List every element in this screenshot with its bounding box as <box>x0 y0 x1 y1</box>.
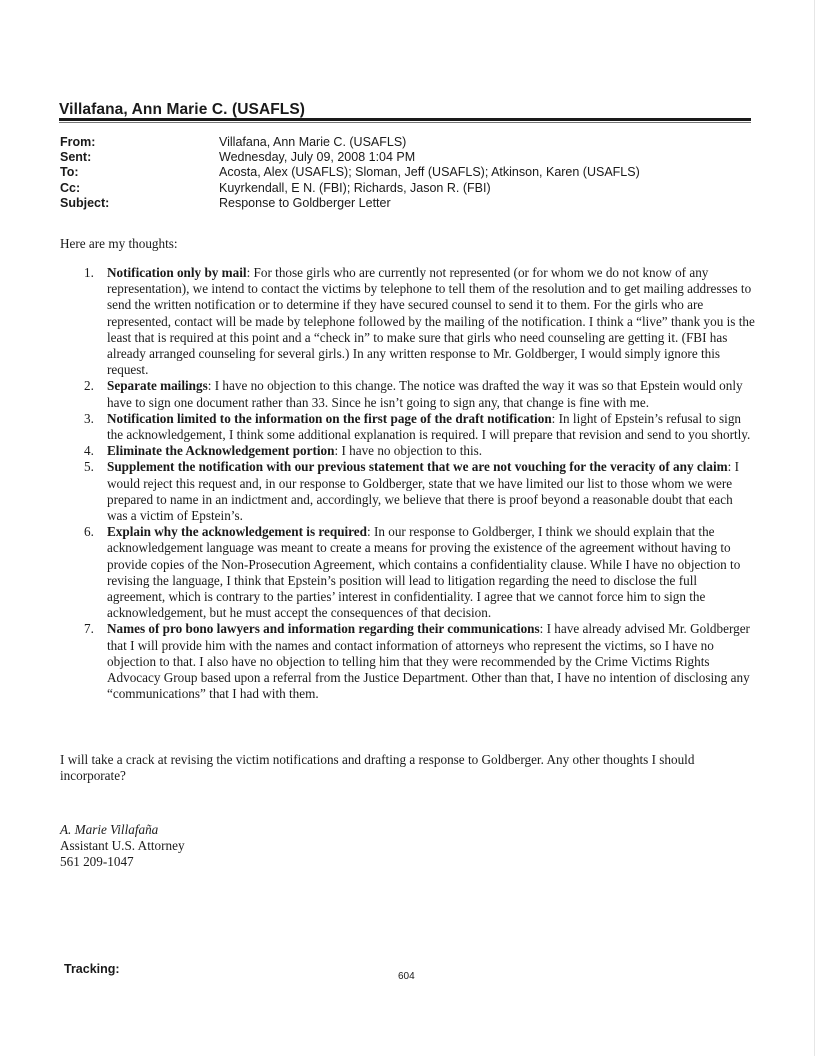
scan-edge-line <box>814 0 815 1056</box>
list-item <box>84 411 756 443</box>
sender-heading: Villafana, Ann Marie C. (USAFLS) <box>59 101 306 118</box>
item-text <box>107 443 756 459</box>
item-body: : In light of Epstein’s refusal to sign the acknowledgement, I think some additional explanation is required. I will prepare that revision and send to you shortly. <box>107 410 751 443</box>
item-body: : I would reject this request and, in our response to Goldberger, state that we have limited our list to those whom we were prepared to name in an indictment and, accordingly, we believe that there is proof beyond a reasonable doubt that each was a victim of Epstein’s. <box>107 459 739 524</box>
item-number: 3. <box>84 410 94 426</box>
item-body: : For those girls who are currently not represented (or for whom we do not know of any representation), we intend to contact the victims by telephone to tell them of the resolution and to get mailing addresses to send the written notification or to determine if they have secured counsel to send it to them. For the girls who are represented, contact will be made by telephone followed by the mailing of the notification. I think a “live” thank you is the least that is required at this point and a “check in” to make sure that girls who need counseling are getting it. (FBI has already arranged counseling for several girls.) In any written response to Mr. Goldberger, I would simply ignore this request. <box>107 265 755 378</box>
header-row-subject <box>60 196 640 211</box>
signature-phone: 561 209-1047 <box>60 854 134 870</box>
item-title: Eliminate the Acknowledgement portion <box>107 443 335 459</box>
item-number: 4. <box>84 443 94 459</box>
list-item <box>84 265 756 378</box>
item-title: Names of pro bono lawyers and information regarding their communications <box>107 621 540 637</box>
header-value: Wednesday, July 09, 2008 1:04 PM <box>219 150 416 165</box>
signature-name: A. Marie Villafaña <box>60 822 159 837</box>
item-body: : I have already advised Mr. Goldberger that I will provide him with the names and contact information of attorneys who represent the victims, so I have no objection to that. I also have no objection to telling him that they were recommended by the Crime Victims Rights Advocacy Group based upon a referral from the Justice Department. Other than that, I have no intention of disclosing any “communications” that I had with them. <box>107 621 750 702</box>
item-number: 1. <box>84 265 94 280</box>
list-item <box>84 443 756 459</box>
signature-block <box>60 822 185 871</box>
item-title: Explain why the acknowledgement is required <box>107 524 367 540</box>
greeting: Here are my thoughts: <box>60 236 178 251</box>
item-text <box>107 459 756 524</box>
header-row-sent <box>60 150 640 165</box>
item-title: Notification limited to the information on the first page of the draft notification <box>107 410 552 426</box>
list-item <box>84 621 756 702</box>
tracking-label: Tracking: <box>64 962 120 976</box>
list-item <box>84 378 756 410</box>
page-number: 604 <box>398 971 415 982</box>
item-text <box>107 621 756 702</box>
list-item <box>84 524 756 621</box>
signature-title: Assistant U.S. Attorney <box>60 838 185 854</box>
item-number: 5. <box>84 459 94 475</box>
item-title: Supplement the notification with our previous statement that we are not vouching for the veracity of any claim <box>107 459 728 475</box>
header-label: Sent: <box>60 150 92 165</box>
item-number: 6. <box>84 524 94 540</box>
header-row-cc <box>60 181 640 196</box>
item-title: Separate mailings <box>107 378 208 394</box>
item-text <box>107 378 756 410</box>
header-row-to <box>60 165 640 180</box>
heading-rule <box>59 118 751 121</box>
header-value: Kuyrkendall, E N. (FBI); Richards, Jason R. (FBI) <box>219 180 491 195</box>
header-label: From: <box>60 135 96 149</box>
email-headers <box>60 135 640 211</box>
header-label: Subject: <box>60 195 110 210</box>
list-item <box>84 459 756 524</box>
item-number: 2. <box>84 378 94 394</box>
item-text <box>107 524 756 621</box>
item-body: : In our response to Goldberger, I think we should explain that the acknowledgement language was meant to create a means for proving the existence of the agreement without having to provide copies of the Non-Prosecution Agreement, which contains a confidentiality clause. While I have no objection to revising the language, I think that Epstein’s position will lead to litigation regarding the need to disclose the full agreement, which is contrary to the parties’ interest in confidentiality. I agree that we cannot force him to sign the acknowledgement, but he must accept the consequences of that decision. <box>107 524 741 621</box>
heading-rule-thin <box>59 122 751 123</box>
item-text <box>107 265 756 378</box>
item-text <box>107 411 756 443</box>
thoughts-list <box>84 265 756 702</box>
item-body: : I have no objection to this change. The notice was drafted the way it was so that Epstein would only have to sign one document rather than 33. Since he isn’t going to sign any, that change is fine with me. <box>107 378 743 410</box>
header-value: Response to Goldberger Letter <box>219 195 391 210</box>
item-body: : I have no objection to this. <box>334 443 483 459</box>
closing-paragraph: I will take a crack at revising the victim notifications and drafting a response to Goldberger. Any other thoughts I should incorporate? <box>60 752 695 784</box>
header-row-from <box>60 135 640 150</box>
header-value: Acosta, Alex (USAFLS); Sloman, Jeff (USAFLS); Atkinson, Karen (USAFLS) <box>219 165 640 180</box>
header-value: Villafana, Ann Marie C. (USAFLS) <box>219 135 407 149</box>
header-label: To: <box>60 165 79 180</box>
item-number: 7. <box>84 621 94 637</box>
header-label: Cc: <box>60 180 81 195</box>
item-title: Notification only by mail <box>107 265 247 280</box>
